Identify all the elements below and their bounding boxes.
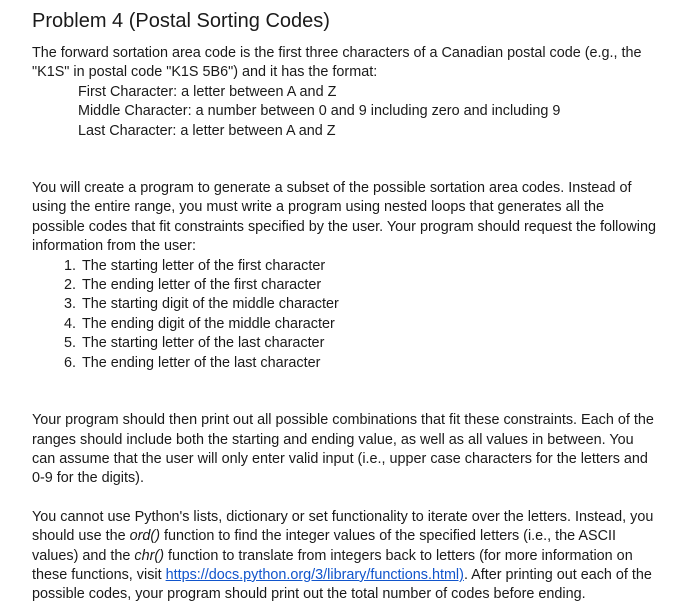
- format-line-first: First Character: a letter between A and Z: [78, 83, 337, 100]
- python-text-2: function to find the integer values of the specified letters (i.e., the ASCII values) and the: [32, 528, 616, 564]
- output-paragraph: Your program should then print out all possible combinations that fit these constraints. Each of the ranges should include both the starting and ending value, as well as all values in between. You can assume that the user will only enter valid input (i.e., upper case characters for the letters and 0-9 for the digits).: [32, 412, 654, 487]
- ord-function: ord(): [129, 528, 160, 545]
- format-line-last: Last Character: a letter between A and Z: [78, 122, 336, 139]
- chr-function: chr(): [134, 547, 164, 564]
- requirement-item: 1. The starting letter of the first character: [80, 257, 660, 276]
- requirement-item: 6. The ending letter of the last character: [80, 354, 660, 373]
- task-paragraph: You will create a program to generate a subset of the possible sortation area codes. Instead of using the entire range, you must write a program using nested loops that generates all the possible codes that fit constraints specified by the user. Your program should request the following information from the user:: [32, 180, 656, 255]
- format-list: [78, 83, 660, 141]
- docs-link[interactable]: https://docs.python.org/3/library/functions.html): [165, 566, 464, 583]
- page-title: Problem 4 (Postal Sorting Codes): [32, 10, 330, 32]
- python-paragraph: [32, 508, 660, 605]
- intro-paragraph: The forward sortation area code is the first three characters of a Canadian postal code (e.g., the "K1S" in postal code "K1S 5B6") and it has the format:: [32, 45, 642, 81]
- requirement-item: 3. The starting digit of the middle character: [80, 295, 660, 314]
- requirement-item: 5. The starting letter of the last character: [80, 334, 660, 353]
- requirements-list: [32, 257, 660, 373]
- python-text-3: function to translate from integers back to letters (for more information on these functions, visit: [32, 547, 633, 583]
- python-text-4: . After printing out each of the possible codes, your program should print out the total number of codes before ending.: [32, 566, 652, 603]
- requirement-item: 2. The ending letter of the first character: [80, 276, 660, 295]
- python-text-1: You cannot use Python's lists, dictionary or set functionality to iterate over the letters. Instead, you should use the: [32, 508, 654, 545]
- format-line-middle: Middle Character: a number between 0 and 9 including zero and including 9: [78, 103, 561, 120]
- requirement-item: 4. The ending digit of the middle character: [80, 315, 660, 334]
